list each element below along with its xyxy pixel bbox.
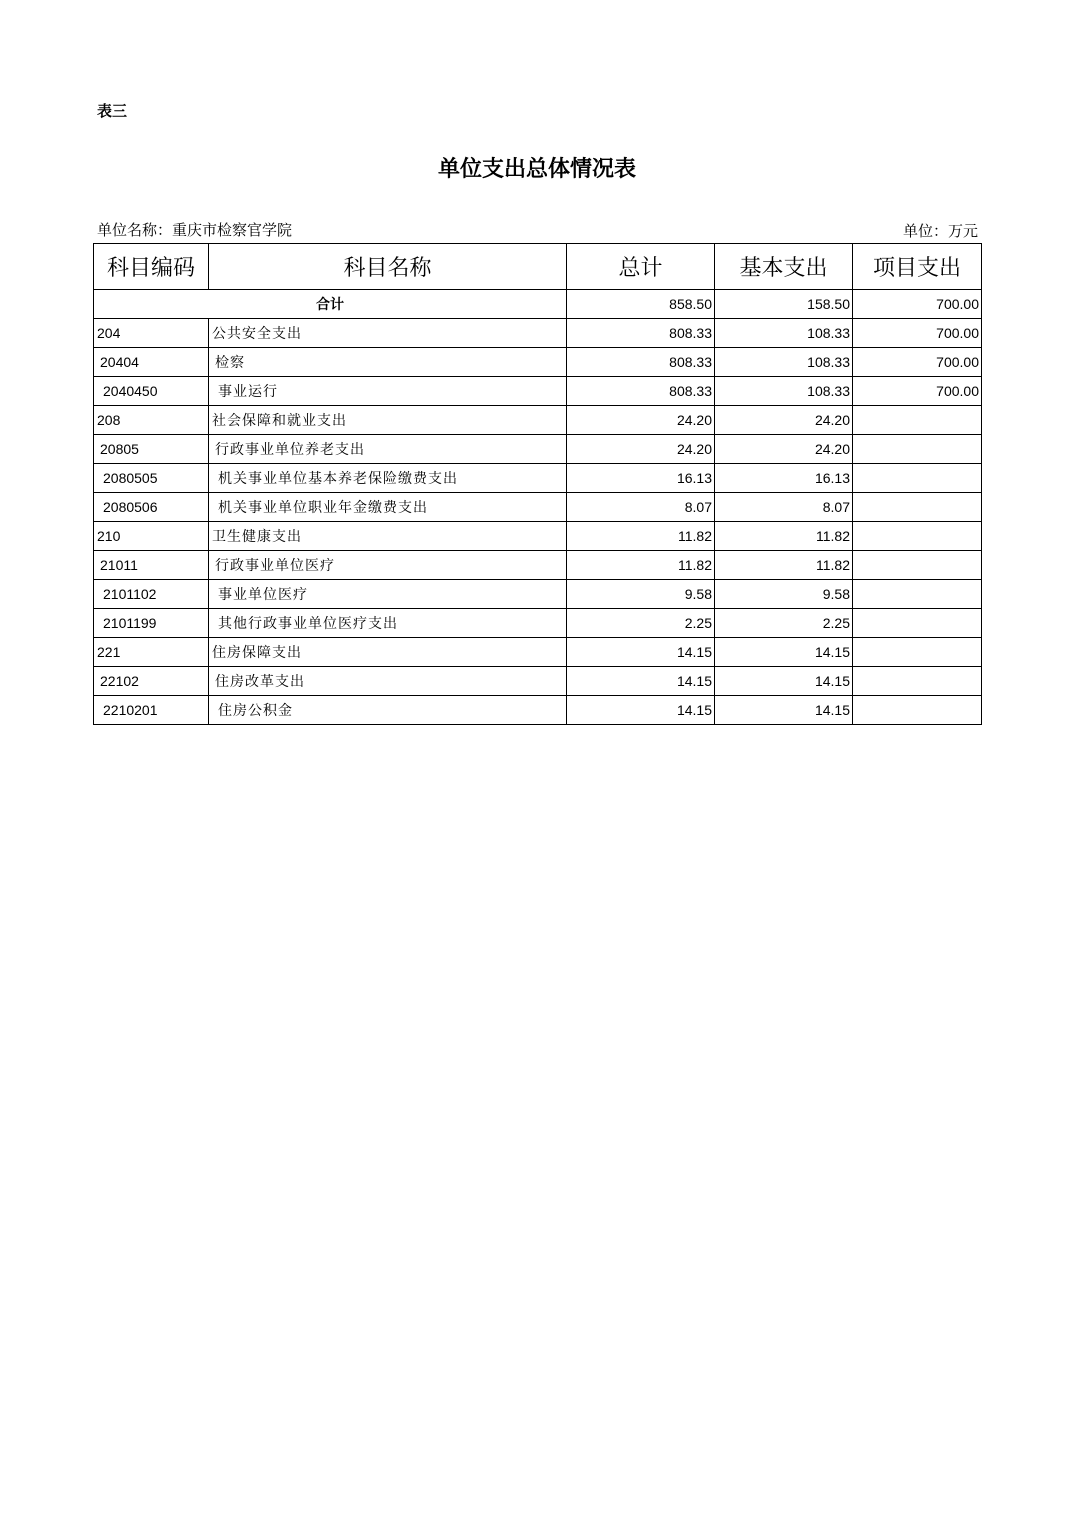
total-basic: 158.50 bbox=[715, 290, 853, 319]
row-project bbox=[853, 580, 982, 609]
unit-name: 单位名称：重庆市检察官学院 bbox=[97, 221, 293, 239]
table-row bbox=[94, 348, 982, 377]
row-basic: 24.20 bbox=[715, 435, 853, 464]
row-code: 2080505 bbox=[94, 464, 209, 493]
row-total: 14.15 bbox=[567, 696, 715, 725]
row-total: 808.33 bbox=[567, 319, 715, 348]
row-total: 24.20 bbox=[567, 435, 715, 464]
row-name: 检察 bbox=[209, 348, 567, 377]
row-code: 20404 bbox=[94, 348, 209, 377]
row-total: 11.82 bbox=[567, 522, 715, 551]
row-total: 11.82 bbox=[567, 551, 715, 580]
row-name: 行政事业单位医疗 bbox=[209, 551, 567, 580]
row-basic: 8.07 bbox=[715, 493, 853, 522]
row-total: 14.15 bbox=[567, 667, 715, 696]
row-project bbox=[853, 435, 982, 464]
header-project: 项目支出 bbox=[853, 244, 982, 290]
row-name: 卫生健康支出 bbox=[209, 522, 567, 551]
row-name: 事业单位医疗 bbox=[209, 580, 567, 609]
row-project bbox=[853, 406, 982, 435]
header-basic: 基本支出 bbox=[715, 244, 853, 290]
row-basic: 16.13 bbox=[715, 464, 853, 493]
row-code: 221 bbox=[94, 638, 209, 667]
row-basic: 9.58 bbox=[715, 580, 853, 609]
row-name: 行政事业单位养老支出 bbox=[209, 435, 567, 464]
row-name: 住房公积金 bbox=[209, 696, 567, 725]
table-row bbox=[94, 406, 982, 435]
row-code: 208 bbox=[94, 406, 209, 435]
table-row bbox=[94, 667, 982, 696]
row-project bbox=[853, 551, 982, 580]
row-code: 21011 bbox=[94, 551, 209, 580]
row-total: 14.15 bbox=[567, 638, 715, 667]
row-name: 住房改革支出 bbox=[209, 667, 567, 696]
table-row bbox=[94, 696, 982, 725]
row-name: 其他行政事业单位医疗支出 bbox=[209, 609, 567, 638]
row-basic: 108.33 bbox=[715, 377, 853, 406]
header-code: 科目编码 bbox=[94, 244, 209, 290]
table-row bbox=[94, 435, 982, 464]
row-basic: 108.33 bbox=[715, 319, 853, 348]
row-code: 210 bbox=[94, 522, 209, 551]
row-name: 机关事业单位基本养老保险缴费支出 bbox=[209, 464, 567, 493]
table-row bbox=[94, 377, 982, 406]
table-row bbox=[94, 464, 982, 493]
row-code: 22102 bbox=[94, 667, 209, 696]
table-header-row bbox=[94, 244, 982, 290]
row-project bbox=[853, 464, 982, 493]
row-total: 16.13 bbox=[567, 464, 715, 493]
total-label: 合计 bbox=[94, 290, 567, 319]
row-basic: 2.25 bbox=[715, 609, 853, 638]
row-project: 700.00 bbox=[853, 319, 982, 348]
row-basic: 24.20 bbox=[715, 406, 853, 435]
row-code: 204 bbox=[94, 319, 209, 348]
header-name: 科目名称 bbox=[209, 244, 567, 290]
row-total: 808.33 bbox=[567, 348, 715, 377]
row-basic: 108.33 bbox=[715, 348, 853, 377]
table-row bbox=[94, 319, 982, 348]
row-basic: 14.15 bbox=[715, 696, 853, 725]
total-amount: 858.50 bbox=[567, 290, 715, 319]
row-project: 700.00 bbox=[853, 377, 982, 406]
row-code: 2101199 bbox=[94, 609, 209, 638]
row-project bbox=[853, 667, 982, 696]
row-code: 20805 bbox=[94, 435, 209, 464]
table-row bbox=[94, 522, 982, 551]
row-basic: 11.82 bbox=[715, 551, 853, 580]
row-total: 24.20 bbox=[567, 406, 715, 435]
expenditure-table bbox=[93, 243, 982, 725]
row-name: 社会保障和就业支出 bbox=[209, 406, 567, 435]
row-project: 700.00 bbox=[853, 348, 982, 377]
total-row bbox=[94, 290, 982, 319]
header-total: 总计 bbox=[567, 244, 715, 290]
row-project bbox=[853, 522, 982, 551]
row-total: 808.33 bbox=[567, 377, 715, 406]
row-total: 8.07 bbox=[567, 493, 715, 522]
currency-unit: 单位：万元 bbox=[902, 222, 978, 240]
row-basic: 14.15 bbox=[715, 638, 853, 667]
table-row bbox=[94, 638, 982, 667]
row-project bbox=[853, 609, 982, 638]
row-total: 2.25 bbox=[567, 609, 715, 638]
row-name: 公共安全支出 bbox=[209, 319, 567, 348]
row-total: 9.58 bbox=[567, 580, 715, 609]
row-code: 2210201 bbox=[94, 696, 209, 725]
row-code: 2101102 bbox=[94, 580, 209, 609]
row-project bbox=[853, 638, 982, 667]
row-code: 2040450 bbox=[94, 377, 209, 406]
row-code: 2080506 bbox=[94, 493, 209, 522]
row-name: 事业运行 bbox=[209, 377, 567, 406]
table-row bbox=[94, 493, 982, 522]
table-label: 表三 bbox=[97, 102, 128, 120]
table-row bbox=[94, 551, 982, 580]
row-name: 住房保障支出 bbox=[209, 638, 567, 667]
table-row bbox=[94, 580, 982, 609]
row-project bbox=[853, 493, 982, 522]
row-name: 机关事业单位职业年金缴费支出 bbox=[209, 493, 567, 522]
total-project: 700.00 bbox=[853, 290, 982, 319]
page-title: 单位支出总体情况表 bbox=[437, 156, 636, 182]
row-basic: 14.15 bbox=[715, 667, 853, 696]
table-row bbox=[94, 609, 982, 638]
row-basic: 11.82 bbox=[715, 522, 853, 551]
row-project bbox=[853, 696, 982, 725]
